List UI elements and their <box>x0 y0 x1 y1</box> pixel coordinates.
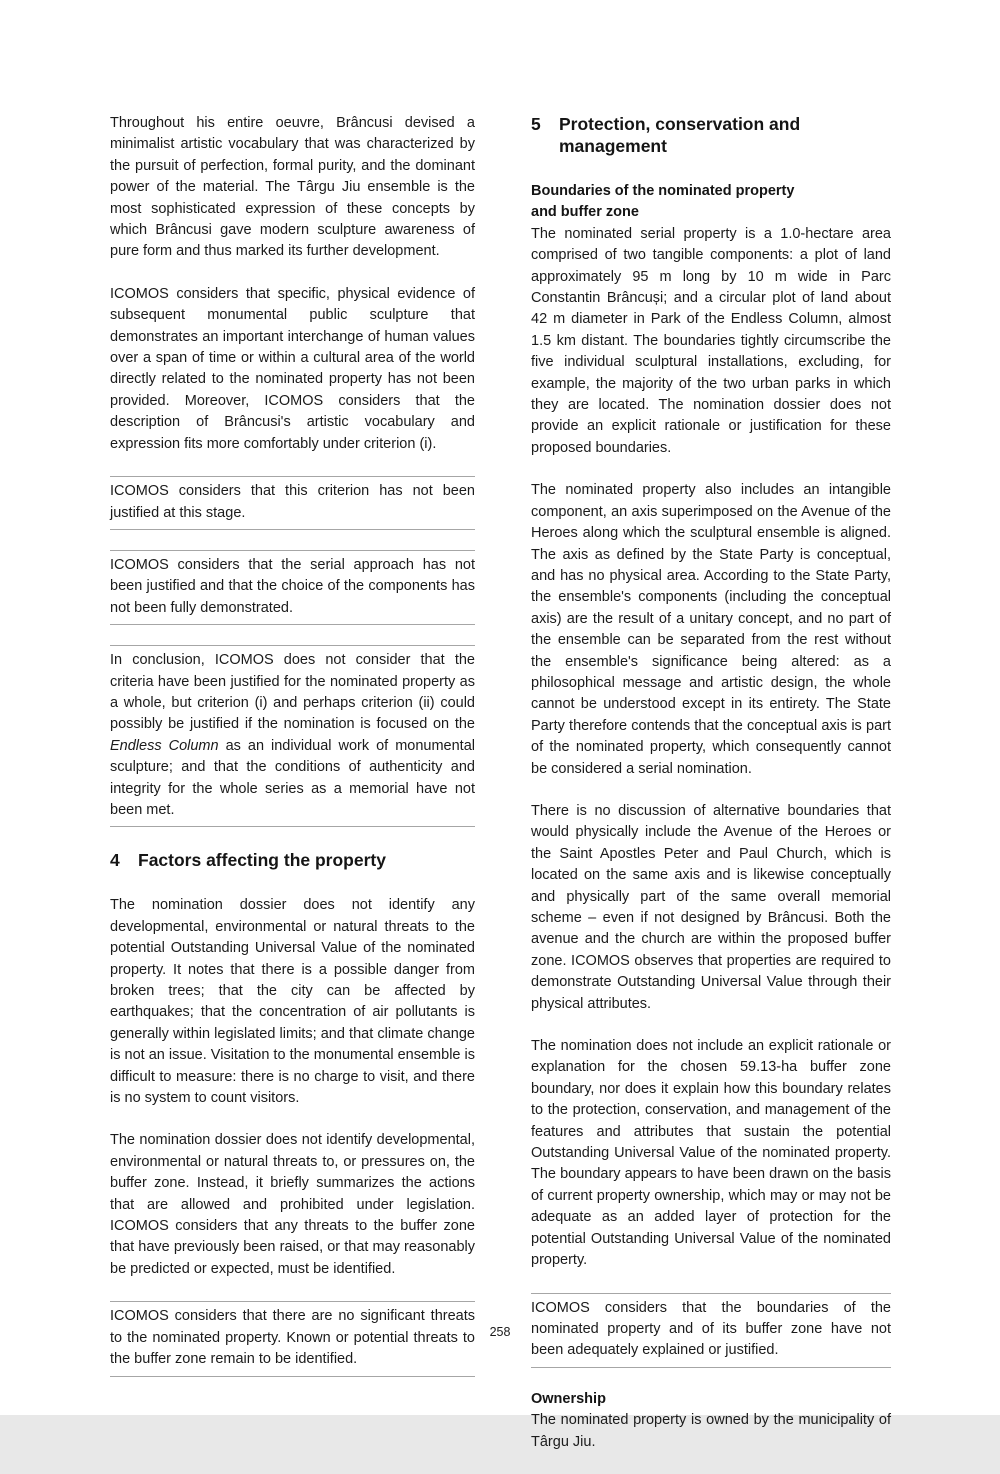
subheading-line: Boundaries of the nominated property <box>531 183 795 199</box>
paragraph: Throughout his entire oeuvre, Brâncusi devised a minimalist artistic vocabulary that was characterized by the pursuit of perfection, formal purity, and the dominant power of the material. The Târgu Jiu ensemble is the most sophisticated expression of these concepts by which Brâncusi gave modern sculpture awareness of pure form and thus marked its further development. <box>110 115 475 260</box>
icomos-conclusion-box <box>110 645 475 827</box>
box-text: ICOMOS considers that the boundaries of the nominated property and of its buffer zone have not been adequately explained or justified. <box>531 1299 891 1359</box>
section-heading-5 <box>531 113 891 157</box>
box-text: ICOMOS considers that there are no significant threats to the nominated property. Known or potential threats to the buffer zone remain to be identified. <box>110 1308 475 1368</box>
paragraph: ICOMOS considers that specific, physical evidence of subsequent monumental public sculpture that demonstrates an important interchange of human values over a span of time or within a cultural area of the world directly related to the nominated property has not been provided. Moreover, ICOMOS considers that the description of Brâncusi's artistic vocabulary and expression fits more comfortably under criterion (i). <box>110 285 475 452</box>
box-text: ICOMOS considers that the serial approach has not been justified and that the choice of the components has not been fully demonstrated. <box>110 556 475 616</box>
box-text: as an individual work of monumental sculpture; and that the conditions of authenticity and integrity for the whole series as a memorial have not been met. <box>110 737 475 818</box>
right-column <box>531 113 891 1474</box>
work-title-italic: Endless Column <box>110 737 219 754</box>
left-column <box>110 113 475 1474</box>
subheading-line: and buffer zone <box>531 204 639 221</box>
page-number: 258 <box>489 1325 511 1339</box>
subheading-boundaries <box>531 181 891 224</box>
box-text: In conclusion, ICOMOS does not consider that the criteria have been justified for the nominated property as a whole, but criterion (i) and perhaps criterion (ii) could possibly be justified if the nomination is focused on the <box>110 652 475 733</box>
icomos-consideration-box <box>110 476 475 530</box>
paragraph: There is no discussion of alternative boundaries that would physically include the Avenue of the Heroes or the Saint Apostles Peter and Paul Church, which is located on the same axis and is likewise conceptually and physically part of the same overall memorial scheme – even if not designed by Brâncusi. Both the avenue and the church are within the proposed buffer zone. ICOMOS observes that properties are required to demonstrate Outstanding Universal Value through their physical attributes. <box>531 802 891 1012</box>
paragraph: The nomination does not include an explicit rationale or explanation for the chosen 59.13-ha buffer zone boundary, nor does it explain how this boundary relates to the protection, conservation, and management of the features and attributes that sustain the potential Outstanding Universal Value of the nominated property. The boundary appears to have been drawn on the basis of current property ownership, which may or may not be adequate as an added layer of protection for the potential Outstanding Universal Value of the nominated property. <box>531 1038 891 1269</box>
icomos-consideration-box <box>110 550 475 625</box>
box-text: ICOMOS considers that this criterion has not been justified at this stage. <box>110 483 475 521</box>
section-number: 4 <box>110 850 120 871</box>
subheading-ownership <box>531 1389 891 1410</box>
paragraph: The nominated serial property is a 1.0-hectare area comprised of two tangible components: a plot of land approximately 95 m long by 10 m wide in Parc Constantin Brâncuși; and a circular plot of land about 42 m diameter in Park of the Endless Column, almost 1.5 km distant. The boundaries tightly circumscribe the five individual sculptural installations, excluding, for example, the majority of the two urban parks in which they are located. The nomination dossier does not provide an explicit rationale or justification for these proposed boundaries. <box>531 225 891 456</box>
section-title: Factors affecting the property <box>138 850 386 871</box>
paragraph: The nomination dossier does not identify any developmental, environmental or natural threats to the potential Outstanding Universal Value of the nominated property. It notes that there is a possible danger from broken trees; that the city can be affected by earthquakes; that the concentration of air pollutants is generally within legislated limits; and that climate change is not an issue. Visitation to the monumental ensemble is difficult to measure: there is no charge to visit, and there is no system to count visitors. <box>110 897 475 1107</box>
subheading-line: Ownership <box>531 1390 606 1407</box>
paragraph: The nominated property is owned by the municipality of Târgu Jiu. <box>531 1412 891 1450</box>
paragraph: The nominated property also includes an intangible component, an axis superimposed on the Avenue of the Heroes along which the sculptural ensemble is aligned. The axis as defined by the State Party is conceptual, and has no physical area. According to the State Party, the ensemble's components (including the conceptual axis) are the result of a unitary concept, and no part of the ensemble can be separated from the rest without the ensemble's significance being altered: as a philosophical message and artistic design, the whole cannot be understood except in its entirety. The State Party therefore contends that the conceptual axis is part of the nominated property, which consequently cannot be considered a serial nomination. <box>531 482 891 777</box>
section-title: Protection, conservation and management <box>559 114 801 156</box>
section-heading-4 <box>110 849 475 871</box>
paragraph: The nomination dossier does not identify developmental, environmental or natural threats to, or pressures on, the buffer zone. Instead, it briefly summarizes the actions that are allowed and prohibited under legislation. ICOMOS considers that any threats to the buffer zone that have previously been raised, or that may reasonably be predicted or expected, must be identified. <box>110 1132 475 1277</box>
section-number: 5 <box>531 114 541 134</box>
